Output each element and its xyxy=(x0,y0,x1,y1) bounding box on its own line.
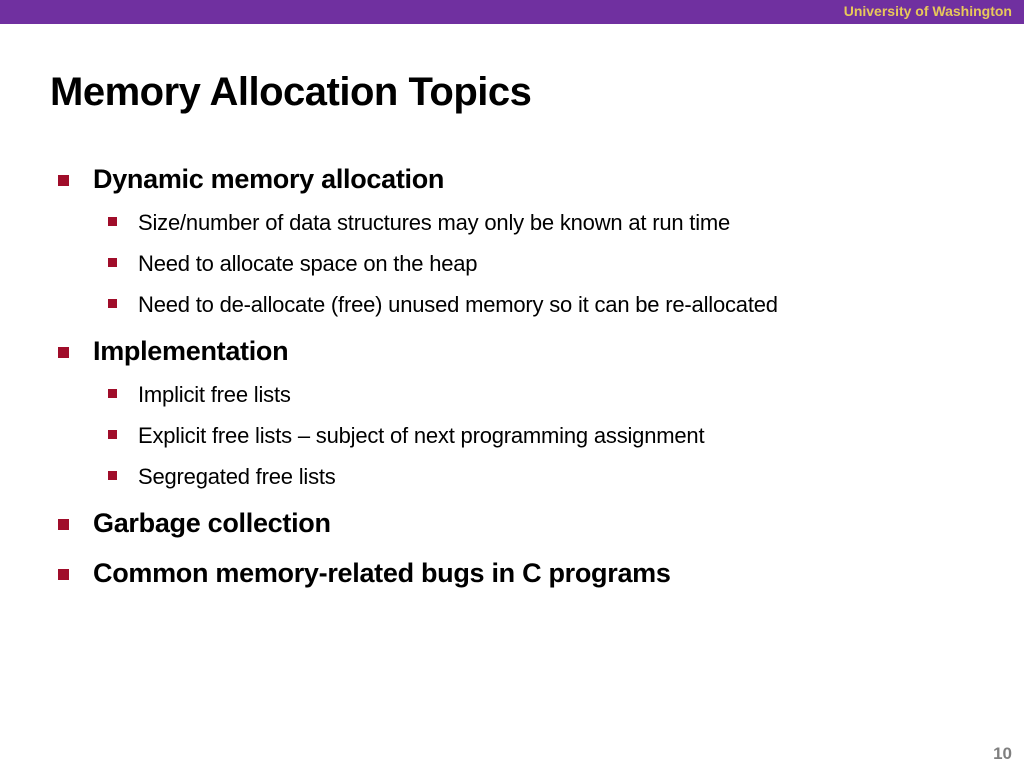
square-bullet-icon xyxy=(58,175,69,186)
page-number: 10 xyxy=(993,744,1012,763)
subtopic-label: Size/number of data structures may only be known at run time xyxy=(138,210,731,235)
square-bullet-icon xyxy=(108,471,117,480)
subtopic-label: Explicit free lists – subject of next programming assignment xyxy=(138,423,705,448)
topic-label: Dynamic memory allocation xyxy=(93,164,445,194)
square-bullet-icon xyxy=(108,430,117,439)
subtopic-label: Segregated free lists xyxy=(138,464,336,489)
square-bullet-icon xyxy=(108,217,117,226)
subtopic-label: Need to allocate space on the heap xyxy=(138,251,478,276)
header-bar xyxy=(0,0,1024,24)
square-bullet-icon xyxy=(108,299,117,308)
institution-name: University of Washington xyxy=(843,3,1012,19)
square-bullet-icon xyxy=(58,347,69,358)
subtopic-label: Implicit free lists xyxy=(138,382,291,407)
topic-label: Common memory-related bugs in C programs xyxy=(93,558,671,588)
square-bullet-icon xyxy=(58,519,69,530)
slide-title: Memory Allocation Topics xyxy=(50,70,532,114)
square-bullet-icon xyxy=(108,258,117,267)
square-bullet-icon xyxy=(58,569,69,580)
topic-label: Implementation xyxy=(93,336,289,366)
subtopic-label: Need to de-allocate (free) unused memory so it can be re-allocated xyxy=(138,292,778,317)
topic-label: Garbage collection xyxy=(93,508,331,538)
square-bullet-icon xyxy=(108,389,117,398)
